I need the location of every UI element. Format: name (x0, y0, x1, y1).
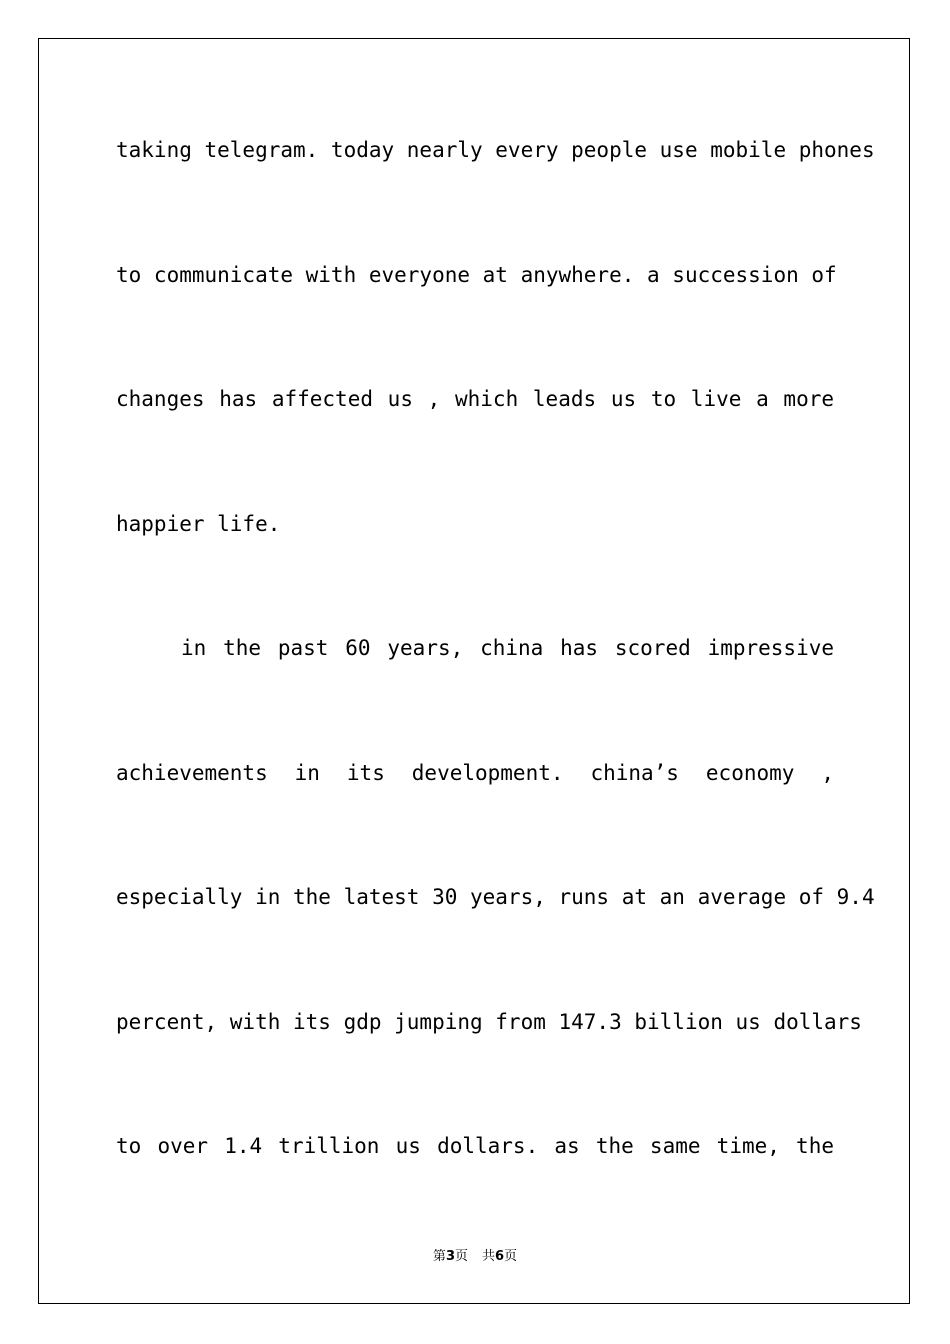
total-page-number: 6 (495, 1249, 505, 1264)
text-line: especially in the latest 30 years, runs at an average of 9.4 (116, 885, 875, 909)
paragraph-first-line: in the past 60 years, china has scored impressive (181, 636, 834, 660)
text-line: achievements in its development. china’s economy , (116, 761, 834, 785)
text-line: to communicate with everyone at anywhere. a succession of (116, 263, 837, 287)
total-suffix: 页 (504, 1249, 518, 1264)
page-suffix: 页 (454, 1249, 468, 1264)
page-footer (0, 1248, 950, 1266)
text-line: to over 1.4 trillion us dollars. as the same time, the (116, 1134, 834, 1158)
text-line: percent, with its gdp jumping from 147.3 billion us dollars (116, 1010, 862, 1034)
text-line: happier life. (116, 512, 281, 536)
text-line: taking telegram. today nearly every people use mobile phones (116, 138, 875, 162)
current-page-number: 3 (445, 1249, 455, 1264)
text-line: changes has affected us , which leads us to live a more (116, 387, 834, 411)
page-prefix: 第 (432, 1249, 446, 1264)
total-prefix: 共 (482, 1249, 496, 1264)
page-frame (38, 38, 910, 1304)
